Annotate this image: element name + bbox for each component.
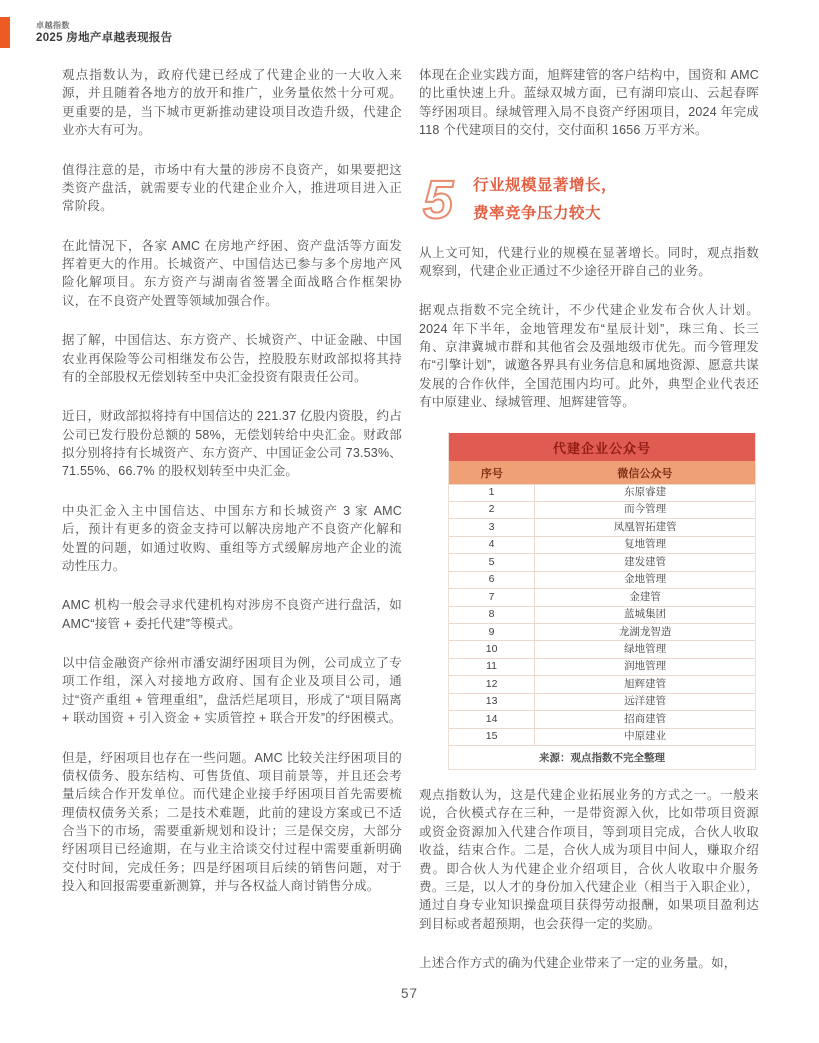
- section-heading: [419, 169, 759, 230]
- cell-index: 6: [449, 571, 535, 588]
- column-header-index: 序号: [449, 461, 535, 485]
- cell-account: 东原睿建: [535, 484, 755, 501]
- body-paragraph: AMC 机构一般会寻求代建机构对涉房不良资产进行盘活，如 AMC“接管 + 委托代建”等模式。: [62, 598, 402, 631]
- report-title: 2025 房地产卓越表现报告: [36, 31, 173, 44]
- table-row: [449, 624, 755, 641]
- section-title-line1: 行业规模显著增长，: [473, 177, 618, 195]
- paragraphs-before-table: [419, 244, 759, 412]
- table-row: [449, 536, 755, 553]
- cell-index: 7: [449, 589, 535, 606]
- table-row: [449, 501, 755, 518]
- body-paragraph: 但是，纾困项目也存在一些问题。AMC 比较关注纾困项目的债权债务、股东结构、可售货值、项目前景等，并且还会考量后续合作开发单位。而代建企业接手纾困项目首先需要梳理债权债务关系；二是技术难题，此前的建设方案或已不适合当下的市场，需要重新规划和设计；三是保交房，大部分纾困项目已经逾期，在与业主洽谈交付过程中需要重新明确交付时间，完成任务；四是纾困项目后续的销售问题，对于投入和回报需要重新测算，并与各权益人商讨销售分成。: [62, 750, 402, 894]
- table-row: [449, 484, 755, 501]
- cell-account: 旭辉建管: [535, 676, 755, 693]
- wechat-accounts-table: [448, 433, 756, 771]
- table-row: [449, 606, 755, 623]
- right-column: [419, 66, 759, 993]
- cell-account: 建发建管: [535, 554, 755, 571]
- body-paragraph: 体现在企业实践方面，旭辉建管的客户结构中，国资和 AMC 的比重快速上升。蓝绿双城方面，已有湖印宸山、云起春晖等纾困项目。绿城管理入局不良资产纾困项目，2024 年完成 118 个代建项目的交付，交付面积 1656 万平方米。: [419, 68, 759, 138]
- cell-account: 蓝城集团: [535, 606, 755, 623]
- table-row: [449, 519, 755, 536]
- body-paragraph: 值得注意的是，市场中有大量的涉房不良资产，如果要把这类资产盘活，就需要专业的代建企业介入，推进项目进入正常阶段。: [62, 162, 402, 214]
- body-paragraph: 上述合作方式的确为代建企业带来了一定的业务量。如，: [419, 956, 737, 971]
- cell-index: 15: [449, 728, 535, 745]
- cell-account: 招商建管: [535, 711, 755, 728]
- body-paragraph: 从上文可知，代建行业的规模在显著增长。同时，观点指数观察到，代建企业正通过不少途径开辟自己的业务。: [419, 245, 759, 278]
- cell-index: 10: [449, 641, 535, 658]
- brand-label: 卓越指数: [36, 20, 70, 30]
- left-column: [62, 66, 402, 917]
- cell-index: 3: [449, 519, 535, 536]
- body-paragraph: 观点指数认为，政府代建已经成了代建企业的一大收入来源，并且随着各地方的放开和推广，业务量依然十分可观。更重要的是，当下城市更新推动建设项目改造升级，代建企业亦大有可为。: [62, 68, 402, 138]
- cell-index: 13: [449, 693, 535, 710]
- body-paragraph: 观点指数认为，这是代建企业拓展业务的方式之一。一般来说，合伙模式存在三种，一是带资源入伙，比如带项目资源或资金资源加入代建合作项目，等到项目完成，合伙人收取收益，结束合作。二是，合伙人成为项目中间人，赚取介绍费。即合伙人为代建企业介绍项目，合伙人收取中介服务费。三是，以人才的身份加入代建企业（相当于入职企业），通过自身专业知识操盘项目获得劳动报酬，如果项目盈利达到目标或者超预期，也会获得一定的奖励。: [419, 788, 759, 931]
- body-paragraph: 在此情况下，各家 AMC 在房地产纾困、资产盘活等方面发挥着更大的作用。长城资产、中国信达已参与多个房地产风险化解项目。东方资产与湖南省签署全面战略合作框架协议，在不良资产处置等领域加强合作。: [62, 238, 402, 308]
- table-row: [449, 589, 755, 606]
- table-source-note: 来源：观点指数不完全整理: [449, 745, 755, 769]
- cell-index: 11: [449, 658, 535, 675]
- table-header-row: [449, 461, 755, 485]
- body-paragraph: 近日，财政部拟将持有中国信达的 221.37 亿股内资股，约占公司已发行股份总额的 58%，无偿划转给中央汇金。财政部拟分别将持有长城资产、东方资产、中国证金公司 73.53%、71.55%、66.7% 的股权划转至中央汇金。: [62, 409, 402, 479]
- cell-account: 金建管: [535, 589, 755, 606]
- page-number: 57: [400, 986, 419, 1001]
- page-header: [0, 17, 172, 48]
- section-title-line2: 费率竞争压力较大: [473, 204, 602, 222]
- cell-index: 2: [449, 501, 535, 518]
- cell-index: 4: [449, 536, 535, 553]
- table-row: [449, 571, 755, 588]
- cell-account: 龙湖龙智造: [535, 624, 755, 641]
- column-header-account: 微信公众号: [535, 461, 755, 485]
- table-row: [449, 693, 755, 710]
- table-row: [449, 658, 755, 675]
- cell-account: 金地管理: [535, 571, 755, 588]
- cell-index: 1: [449, 484, 535, 501]
- table-row: [449, 711, 755, 728]
- cell-index: 12: [449, 676, 535, 693]
- table-row: [449, 728, 755, 745]
- cell-account: 中原建业: [535, 728, 755, 745]
- table-row: [449, 676, 755, 693]
- paragraphs-after-table: [419, 786, 759, 972]
- section-title: [473, 172, 617, 226]
- body-paragraph: 据了解，中国信达、东方资产、长城资产、中证金融、中国农业再保险等公司相继发布公告，控股股东财政部拟将其持有的全部股权无偿划转至中央汇金投资有限责任公司。: [62, 333, 402, 384]
- cell-account: 复地管理: [535, 536, 755, 553]
- cell-account: 绿地管理: [535, 641, 755, 658]
- table-row: [449, 641, 755, 658]
- table-title: 代建企业公众号: [449, 433, 755, 461]
- cell-account: 凤凰智拓建管: [535, 519, 755, 536]
- cell-account: 润地管理: [535, 658, 755, 675]
- cell-index: 14: [449, 711, 535, 728]
- body-paragraph: 中央汇金入主中国信达、中国东方和长城资产 3 家 AMC 后，预计有更多的资金支持可以解决房地产不良资产化解和处置的问题，如通过收购、重组等方式缓解房地产企业的流动性压力。: [62, 503, 402, 573]
- body-paragraph: 据观点指数不完全统计，不少代建企业发布合伙人计划。2024 年下半年，金地管理发布“星辰计划”，珠三角、长三角、京津冀城市群和其他省会及强地级市优先。而今管理发布“引擎计划”，诚邀各界具有业务信息和属地资源、愿意共谋发展的合作伙伴，全国范围内均可。此外，典型企业代表还有中原建业、绿城管理、旭辉建管等。: [419, 303, 759, 410]
- cell-index: 9: [449, 624, 535, 641]
- section-number: 5: [423, 169, 454, 230]
- cell-index: 8: [449, 606, 535, 623]
- cell-account: 远洋建管: [535, 693, 755, 710]
- table-row: [449, 554, 755, 571]
- brand-accent-bar: [0, 17, 10, 48]
- body-paragraph: 以中信金融资产徐州市潘安湖纾困项目为例，公司成立了专项工作组，深入对接地方政府、国有企业及项目公司，通过“资产重组 + 管理重组”，盘活烂尾项目，形成了“项目隔离 + 联动国资 + 引入资金 + 实质管控 + 联合开发”的纾困模式。: [62, 656, 402, 726]
- brand-block: [36, 21, 172, 45]
- cell-index: 5: [449, 554, 535, 571]
- cell-account: 而今管理: [535, 501, 755, 518]
